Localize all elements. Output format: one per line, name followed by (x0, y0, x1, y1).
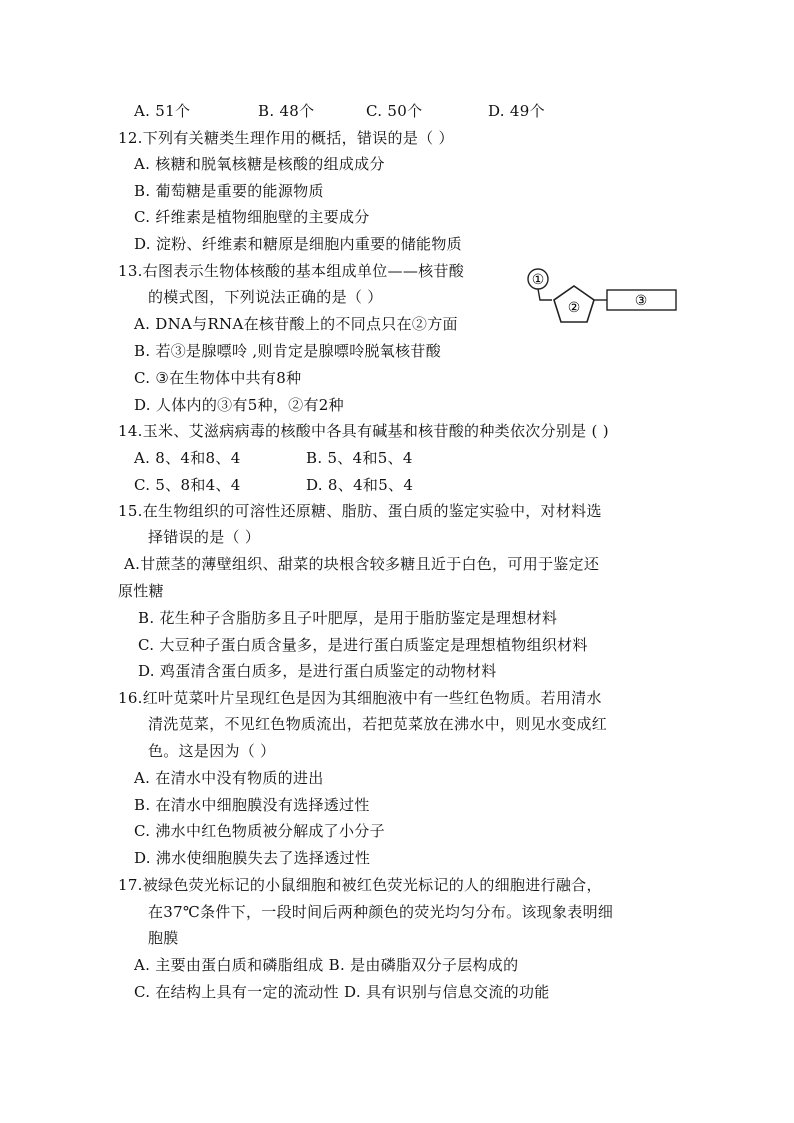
q15-option-b: B. 花生种子含脂肪多且子叶肥厚，是用于脂肪鉴定是理想材料 (138, 609, 558, 627)
base-label: ③ (634, 293, 648, 309)
q16-option-d: D. 沸水使细胞膜失去了选择透过性 (134, 849, 371, 867)
q16-stem-line3: 色。这是因为（ ） (148, 742, 276, 760)
q15-stem-line2: 择错误的是（ ） (148, 528, 261, 546)
q16-stem-line2: 清洗苋菜，不见红色物质流出，若把苋菜放在沸水中，则见水变成红 (148, 715, 608, 733)
q15-option-a-line2: 原性糖 (118, 582, 164, 600)
q17-stem-line3: 胞膜 (148, 929, 179, 947)
q16-option-a: A. 在清水中没有物质的进出 (134, 769, 324, 787)
q16-stem-line1: 16.红叶苋菜叶片呈现红色是因为其细胞液中有一些红色物质。若用清水 (118, 689, 602, 707)
q15-stem-line1: 15.在生物组织的可溶性还原糖、脂肪、蛋白质的鉴定实验中，对材料选 (118, 502, 602, 520)
q13-option-b: B. 若③是腺嘌呤 ,则肯定是腺嘌呤脱氧核苷酸 (134, 342, 441, 360)
q14-option-d: D. 8、4和5、4 (306, 476, 414, 494)
q11-option-b: B. 48个 (258, 102, 315, 120)
q11-option-a: A. 51个 (134, 102, 191, 120)
pentose-label: ② (567, 300, 581, 316)
nucleotide-diagram (524, 266, 680, 332)
q14-option-a: A. 8、4和8、4 (134, 449, 241, 467)
q14-option-b: B. 5、4和5、4 (306, 449, 413, 467)
q12-option-a: A. 核糖和脱氧核糖是核酸的组成成分 (134, 155, 385, 173)
q14-options-row2 (134, 475, 413, 495)
q12-option-c: C. 纤维素是植物细胞壁的主要成分 (134, 208, 370, 226)
q17-stem-line2: 在37℃条件下，一段时间后两种颜色的荧光均匀分布。该现象表明细 (148, 903, 614, 921)
q13-stem-line2: 的模式图，下列说法正确的是（ ） (148, 288, 383, 306)
q13-option-c: C. ③在生物体中共有8种 (134, 369, 302, 387)
q13-option-d: D. 人体内的③有5种，②有2种 (134, 396, 344, 414)
q13-option-a: A. DNA与RNA在核苷酸上的不同点只在②方面 (134, 315, 458, 333)
q15-option-c: C. 大豆种子蛋白质含量多，是进行蛋白质鉴定是理想植物组织材料 (138, 636, 588, 654)
q12-option-d: D. 淀粉、纤维素和糖原是细胞内重要的储能物质 (134, 235, 462, 253)
q15-option-a-line1: A.甘蔗茎的薄壁组织、甜菜的块根含较多糖且近于白色，可用于鉴定还 (124, 555, 600, 573)
q12-option-b: B. 葡萄糖是重要的能源物质 (134, 182, 324, 200)
q14-option-c: C. 5、8和4、4 (134, 476, 241, 494)
q17-stem-line1: 17.被绿色荧光标记的小鼠细胞和被红色荧光标记的人的细胞进行融合， (118, 876, 602, 894)
phosphate-bond (538, 289, 552, 300)
q14-stem: 14.玉米、艾滋病病毒的核酸中各具有碱基和核苷酸的种类依次分别是 ( ) (118, 422, 609, 440)
q11-option-c: C. 50个 (366, 102, 423, 120)
q11-options (134, 101, 545, 121)
q16-option-c: C. 沸水中红色物质被分解成了小分子 (134, 822, 385, 840)
q13-stem-line1: 13.右图表示生物体核酸的基本组成单位——核苷酸 (118, 262, 465, 280)
phosphate-label: ① (531, 272, 545, 288)
q15-option-d: D. 鸡蛋清含蛋白质多，是进行蛋白质鉴定的动物材料 (138, 662, 497, 680)
q11-option-d: D. 49个 (488, 102, 545, 120)
q17-options-ab: A. 主要由蛋白质和磷脂组成 B. 是由磷脂双分子层构成的 (134, 956, 519, 974)
q17-options-cd: C. 在结构上具有一定的流动性 D. 具有识别与信息交流的功能 (134, 983, 550, 1001)
q12-stem: 12.下列有关糖类生理作用的概括，错误的是（ ） (118, 129, 454, 147)
q16-option-b: B. 在清水中细胞膜没有选择透过性 (134, 796, 370, 814)
q14-options-row1 (134, 448, 413, 468)
